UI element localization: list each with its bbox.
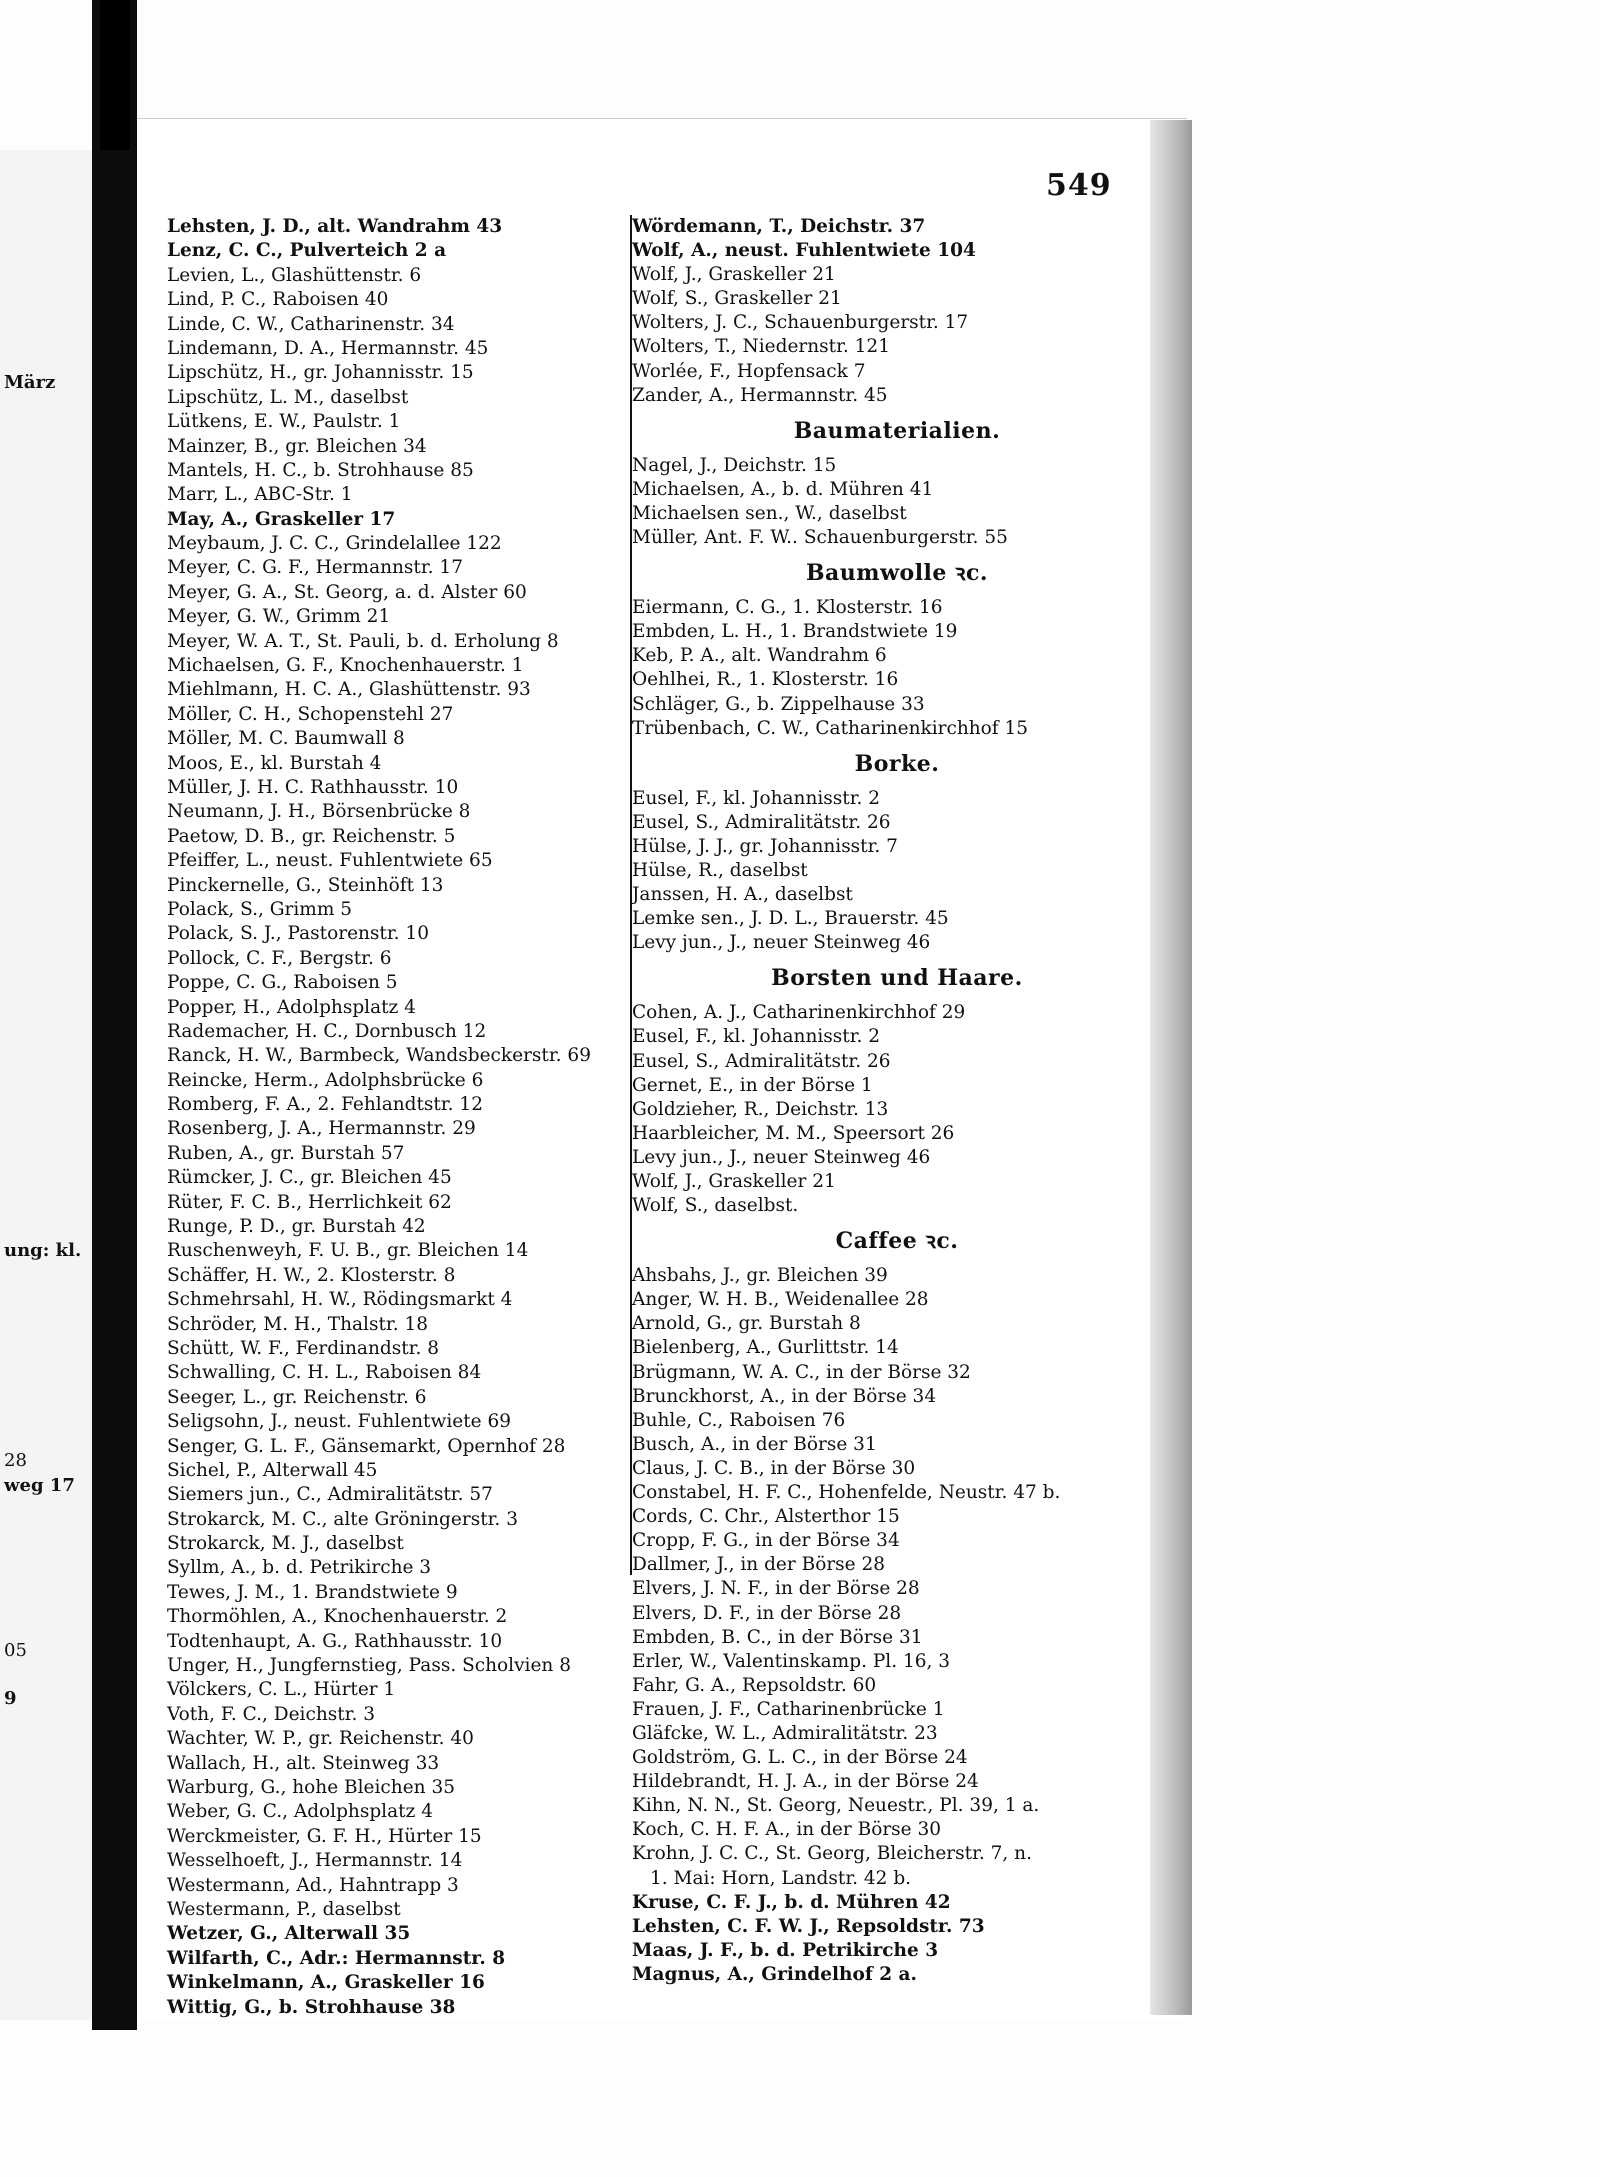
directory-entry: Hülse, R., daselbst bbox=[632, 859, 808, 881]
directory-entry: Lindemann, D. A., Hermannstr. 45 bbox=[167, 337, 489, 359]
directory-entry: Koch, C. H. F. A., in der Börse 30 bbox=[632, 1819, 942, 1841]
prev-page-fragment: 05 bbox=[4, 1640, 27, 1661]
directory-entry: Worlée, F., Hopfensack 7 bbox=[632, 360, 866, 382]
directory-entry: Westermann, Ad., Hahntrapp 3 bbox=[167, 1874, 459, 1896]
directory-entry: Levy jun., J., neuer Steinweg 46 bbox=[632, 1146, 931, 1168]
directory-entry: Eiermann, C. G., 1. Klosterstr. 16 bbox=[632, 597, 943, 619]
directory-entry: Ahsbahs, J., gr. Bleichen 39 bbox=[632, 1265, 888, 1287]
directory-entry: Eusel, S., Admiralitätstr. 26 bbox=[632, 811, 891, 833]
directory-entry: Marr, L., ABC-Str. 1 bbox=[167, 484, 353, 506]
directory-entry: Lind, P. C., Raboisen 40 bbox=[167, 289, 389, 311]
directory-entry: Wachter, W. P., gr. Reichenstr. 40 bbox=[167, 1728, 474, 1750]
directory-entry: Levy jun., J., neuer Steinweg 46 bbox=[632, 932, 931, 954]
directory-entry: Meyer, C. G. F., Hermannstr. 17 bbox=[167, 557, 463, 579]
directory-entry: Linde, C. W., Catharinenstr. 34 bbox=[167, 313, 455, 335]
section-heading: Baumaterialien. bbox=[793, 417, 1001, 444]
directory-entry: Goldström, G. L. C., in der Börse 24 bbox=[632, 1747, 968, 1769]
directory-entry: Gläfcke, W. L., Admiralitätstr. 23 bbox=[632, 1722, 938, 1744]
directory-entry: Reincke, Herm., Adolphsbrücke 6 bbox=[167, 1069, 484, 1091]
directory-entry: Popper, H., Adolphsplatz 4 bbox=[167, 996, 416, 1018]
directory-entry: Kruse, C. F. J., b. d. Mühren 42 bbox=[632, 1891, 951, 1913]
section-heading: Caffee ꝛc. bbox=[835, 1228, 959, 1255]
directory-entry: Cohen, A. J., Catharinenkirchhof 29 bbox=[632, 1002, 966, 1024]
directory-entry: Cropp, F. G., in der Börse 34 bbox=[632, 1530, 900, 1552]
directory-entry: Pollock, C. F., Bergstr. 6 bbox=[167, 947, 392, 969]
directory-entry: Gernet, E., in der Börse 1 bbox=[632, 1074, 873, 1096]
prev-page-fragment: 28 bbox=[4, 1450, 27, 1471]
previous-page-edge bbox=[0, 150, 95, 2020]
directory-entry: Levien, L., Glashüttenstr. 6 bbox=[167, 264, 422, 286]
directory-entry: Michaelsen, G. F., Knochenhauerstr. 1 bbox=[167, 655, 524, 677]
directory-entry: Paetow, D. B., gr. Reichenstr. 5 bbox=[167, 825, 456, 847]
directory-entry: Michaelsen, A., b. d. Mühren 41 bbox=[632, 478, 934, 500]
directory-entry: Lipschütz, L. M., daselbst bbox=[167, 386, 409, 408]
directory-entry: Wetzer, G., Alterwall 35 bbox=[167, 1923, 411, 1945]
directory-entry: Constabel, H. F. C., Hohenfelde, Neustr. 47 b. bbox=[632, 1482, 1061, 1504]
book-spine bbox=[92, 0, 137, 2030]
directory-entry: Erler, W., Valentinskamp. Pl. 16, 3 bbox=[632, 1650, 951, 1672]
directory-entry: Ruben, A., gr. Burstah 57 bbox=[167, 1142, 405, 1164]
directory-entry: Michaelsen sen., W., daselbst bbox=[632, 502, 907, 524]
directory-entry: Meyer, W. A. T., St. Pauli, b. d. Erholung 8 bbox=[167, 630, 559, 652]
directory-entry: Wolf, S., daselbst. bbox=[632, 1195, 799, 1217]
directory-entry: Weber, G. C., Adolphsplatz 4 bbox=[167, 1801, 433, 1823]
directory-entry: Hildebrandt, H. J. A., in der Börse 24 bbox=[632, 1771, 979, 1793]
directory-entry: Ranck, H. W., Barmbeck, Wandsbeckerstr. 69 bbox=[167, 1045, 591, 1067]
directory-entry: Miehlmann, H. C. A., Glashüttenstr. 93 bbox=[167, 679, 531, 701]
directory-entry: Schmehrsahl, H. W., Rödingsmarkt 4 bbox=[167, 1289, 513, 1311]
directory-entry: Sichel, P., Alterwall 45 bbox=[167, 1459, 378, 1481]
directory-entry: Schütt, W. F., Ferdinandstr. 8 bbox=[167, 1337, 439, 1359]
section-heading: Baumwolle ꝛc. bbox=[805, 560, 989, 587]
directory-entry: Kihn, N. N., St. Georg, Neuestr., Pl. 39, 1 a. bbox=[632, 1795, 1040, 1817]
directory-entry: Lenz, C. C., Pulverteich 2 a bbox=[167, 240, 447, 262]
directory-entry: Wolf, J., Graskeller 21 bbox=[632, 1171, 836, 1192]
directory-entry: Moos, E., kl. Burstah 4 bbox=[167, 752, 382, 774]
directory-entry: Werckmeister, G. F. H., Hürter 15 bbox=[167, 1825, 482, 1847]
directory-entry: Embden, B. C., in der Börse 31 bbox=[632, 1626, 923, 1648]
directory-entry: Embden, L. H., 1. Brandstwiete 19 bbox=[632, 621, 958, 643]
directory-entry: May, A., Graskeller 17 bbox=[167, 508, 396, 530]
directory-entry: Todtenhaupt, A. G., Rathhausstr. 10 bbox=[167, 1630, 503, 1652]
directory-entry: Claus, J. C. B., in der Börse 30 bbox=[632, 1457, 916, 1479]
directory-entry: Neumann, J. H., Börsenbrücke 8 bbox=[167, 801, 471, 823]
directory-entry: Keb, P. A., alt. Wandrahm 6 bbox=[632, 645, 887, 667]
directory-entry: Anger, W. H. B., Weidenallee 28 bbox=[632, 1289, 929, 1311]
directory-entry: Pfeiffer, L., neust. Fuhlentwiete 65 bbox=[167, 850, 493, 872]
directory-entry: Eusel, S., Admiralitätstr. 26 bbox=[632, 1050, 891, 1072]
directory-entry: Runge, P. D., gr. Burstah 42 bbox=[167, 1216, 426, 1238]
directory-entry: Janssen, H. A., daselbst bbox=[632, 884, 853, 906]
directory-entry: Lütkens, E. W., Paulstr. 1 bbox=[167, 411, 401, 433]
directory-entry: Polack, S. J., Pastorenstr. 10 bbox=[167, 923, 429, 945]
directory-entry: Fahr, G. A., Repsoldstr. 60 bbox=[632, 1674, 877, 1696]
directory-entry: Möller, C. H., Schopenstehl 27 bbox=[167, 703, 454, 725]
directory-entry: Seeger, L., gr. Reichenstr. 6 bbox=[167, 1386, 427, 1408]
section-heading: Borsten und Haare. bbox=[771, 965, 1023, 992]
page-number: 549 bbox=[1046, 168, 1112, 203]
directory-entry: Nagel, J., Deichstr. 15 bbox=[632, 454, 837, 476]
directory-entry: Romberg, F. A., 2. Fehlandtstr. 12 bbox=[167, 1094, 483, 1116]
directory-entry: Wolters, T., Niedernstr. 121 bbox=[632, 336, 890, 358]
directory-entry: Siemers jun., C., Admiralitätstr. 57 bbox=[167, 1484, 493, 1506]
directory-entry: Unger, H., Jungfernstieg, Pass. Scholvien 8 bbox=[167, 1655, 571, 1677]
directory-entry: Wesselhoeft, J., Hermannstr. 14 bbox=[167, 1850, 463, 1872]
directory-entry: Völckers, C. L., Hürter 1 bbox=[167, 1679, 396, 1701]
directory-entry: Maas, J. F., b. d. Petrikirche 3 bbox=[632, 1939, 939, 1961]
directory-entry: Seligsohn, J., neust. Fuhlentwiete 69 bbox=[167, 1411, 511, 1433]
directory-entry: Winkelmann, A., Graskeller 16 bbox=[167, 1972, 485, 1994]
directory-entry: Wolf, A., neust. Fuhlentwiete 104 bbox=[632, 240, 976, 262]
directory-entry: Polack, S., Grimm 5 bbox=[167, 898, 353, 920]
directory-entry: Rosenberg, J. A., Hermannstr. 29 bbox=[167, 1118, 476, 1140]
directory-entry: Müller, J. H. C. Rathhausstr. 10 bbox=[167, 776, 459, 798]
book-spine-top bbox=[100, 0, 130, 150]
directory-entry: Brunckhorst, A., in der Börse 34 bbox=[632, 1385, 937, 1407]
directory-entry: Arnold, G., gr. Burstah 8 bbox=[632, 1313, 861, 1335]
directory-entry: Wolf, J., Graskeller 21 bbox=[632, 264, 836, 286]
directory-entry: Oehlhei, R., 1. Klosterstr. 16 bbox=[632, 669, 899, 691]
directory-entry: Wolters, J. C., Schauenburgerstr. 17 bbox=[632, 312, 969, 334]
directory-entry: Eusel, F., kl. Johannisstr. 2 bbox=[632, 787, 881, 809]
directory-entry: Dallmer, J., in der Börse 28 bbox=[632, 1554, 886, 1576]
directory-entry: Syllm, A., b. d. Petrikirche 3 bbox=[167, 1557, 432, 1579]
directory-entry: Krohn, J. C. C., St. Georg, Bleicherstr. 7, n. bbox=[632, 1843, 1032, 1865]
directory-entry: Lehsten, C. F. W. J., Repsoldstr. 73 bbox=[632, 1915, 985, 1937]
right-column bbox=[632, 215, 1162, 1987]
directory-entry: Haarbleicher, M. M., Speersort 26 bbox=[632, 1122, 955, 1144]
directory-entry: Bielenberg, A., Gurlittstr. 14 bbox=[632, 1337, 899, 1359]
directory-entry: Rademacher, H. C., Dornbusch 12 bbox=[167, 1020, 487, 1042]
directory-entry: Tewes, J. M., 1. Brandstwiete 9 bbox=[167, 1581, 458, 1603]
directory-entry: Meyer, G. W., Grimm 21 bbox=[167, 606, 391, 628]
directory-entry: Hülse, J. J., gr. Johannisstr. 7 bbox=[632, 835, 898, 857]
directory-entry: Meybaum, J. C. C., Grindelallee 122 bbox=[167, 533, 502, 555]
directory-entry: Brügmann, W. A. C., in der Börse 32 bbox=[632, 1361, 971, 1383]
directory-entry: Rümcker, J. C., gr. Bleichen 45 bbox=[167, 1167, 452, 1189]
directory-entry: Wittig, G., b. Strohhause 38 bbox=[167, 1996, 456, 2018]
directory-entry: Busch, A., in der Börse 31 bbox=[632, 1433, 877, 1455]
directory-entry: Strokarck, M. J., daselbst bbox=[167, 1533, 404, 1555]
directory-entry: Ruschenweyh, F. U. B., gr. Bleichen 14 bbox=[167, 1240, 529, 1262]
directory-entry: Müller, Ant. F. W.. Schauenburgerstr. 55 bbox=[632, 527, 1008, 549]
left-column bbox=[167, 215, 637, 2020]
directory-entry: Pinckernelle, G., Steinhöft 13 bbox=[167, 874, 444, 896]
directory-entry: Wördemann, T., Deichstr. 37 bbox=[632, 216, 926, 237]
directory-entry: Lemke sen., J. D. L., Brauerstr. 45 bbox=[632, 908, 949, 930]
directory-entry: Schröder, M. H., Thalstr. 18 bbox=[167, 1313, 429, 1335]
directory-entry: Frauen, J. F., Catharinenbrücke 1 bbox=[632, 1698, 945, 1720]
directory-entry: Wallach, H., alt. Steinweg 33 bbox=[167, 1752, 440, 1774]
directory-entry: Trübenbach, C. W., Catharinenkirchhof 15 bbox=[632, 717, 1029, 739]
directory-entry: Goldzieher, R., Deichstr. 13 bbox=[632, 1098, 889, 1120]
directory-entry: Magnus, A., Grindelhof 2 a. bbox=[632, 1963, 917, 1985]
directory-entry: Buhle, C., Raboisen 76 bbox=[632, 1409, 846, 1431]
directory-entry: 1. Mai: Horn, Landstr. 42 b. bbox=[650, 1867, 912, 1889]
prev-page-fragment: weg 17 bbox=[4, 1475, 75, 1496]
prev-page-fragment: März bbox=[4, 372, 56, 393]
section-heading: Borke. bbox=[854, 750, 940, 777]
directory-entry: Eusel, F., kl. Johannisstr. 2 bbox=[632, 1026, 881, 1048]
directory-entry: Schäffer, H. W., 2. Klosterstr. 8 bbox=[167, 1264, 456, 1286]
directory-entry: Möller, M. C. Baumwall 8 bbox=[167, 728, 405, 750]
directory-entry: Lipschütz, H., gr. Johannisstr. 15 bbox=[167, 362, 474, 384]
directory-entry: Strokarck, M. C., alte Gröningerstr. 3 bbox=[167, 1508, 518, 1530]
directory-entry: Senger, G. L. F., Gänsemarkt, Opernhof 28 bbox=[167, 1435, 566, 1457]
directory-entry: Warburg, G., hohe Bleichen 35 bbox=[167, 1777, 455, 1798]
directory-entry: Westermann, P., daselbst bbox=[167, 1898, 401, 1920]
prev-page-fragment: ung: kl. bbox=[4, 1240, 82, 1261]
directory-entry: Poppe, C. G., Raboisen 5 bbox=[167, 972, 398, 994]
directory-entry: Wilfarth, C., Adr.: Hermannstr. 8 bbox=[167, 1947, 506, 1969]
directory-entry: Elvers, D. F., in der Börse 28 bbox=[632, 1602, 902, 1624]
directory-entry: Wolf, S., Graskeller 21 bbox=[632, 288, 842, 310]
directory-entry: Zander, A., Hermannstr. 45 bbox=[632, 384, 888, 406]
directory-entry: Mainzer, B., gr. Bleichen 34 bbox=[167, 435, 427, 457]
directory-entry: Rüter, F. C. B., Herrlichkeit 62 bbox=[167, 1191, 452, 1213]
directory-entry: Mantels, H. C., b. Strohhause 85 bbox=[167, 459, 474, 481]
directory-entry: Lehsten, J. D., alt. Wandrahm 43 bbox=[167, 216, 503, 237]
directory-entry: Voth, F. C., Deichstr. 3 bbox=[167, 1703, 376, 1725]
directory-entry: Schwalling, C. H. L., Raboisen 84 bbox=[167, 1362, 482, 1384]
directory-entry: Meyer, G. A., St. Georg, a. d. Alster 60 bbox=[167, 581, 527, 603]
directory-entry: Cords, C. Chr., Alsterthor 15 bbox=[632, 1506, 900, 1528]
directory-entry: Elvers, J. N. F., in der Börse 28 bbox=[632, 1578, 920, 1600]
prev-page-fragment: 9 bbox=[4, 1688, 17, 1709]
directory-entry: Thormöhlen, A., Knochenhauerstr. 2 bbox=[167, 1606, 508, 1628]
directory-entry: Schläger, G., b. Zippelhause 33 bbox=[632, 693, 925, 715]
